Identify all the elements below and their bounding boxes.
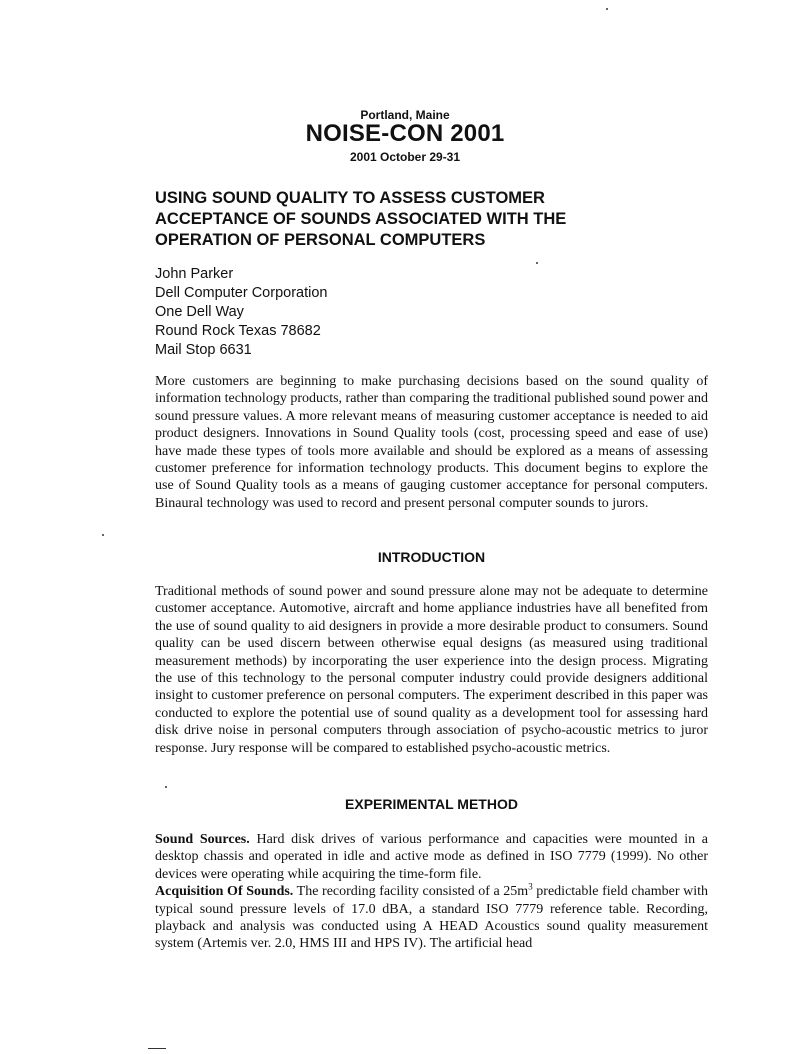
experimental-method-heading: EXPERIMENTAL METHOD [345, 796, 518, 812]
scan-speck [165, 786, 167, 788]
scan-speck [606, 8, 608, 10]
abstract-paragraph: More customers are beginning to make purchasing decisions based on the sound quality of information technology products, rather than comparing the traditional published sound power and sound pressure values. A more relevant means of measuring customer acceptance is needed to aid product designers. Innovations in Sound Quality tools (cost, processing speed and ease of use) have made these types of tools more available and should be explored as a means of assessing customer preference for information technology products. This document begins to explore the use of Sound Quality tools as a means of gauging customer acceptance for personal computers. Binaural technology was used to record and present personal computer sounds to jurors. [155, 374, 708, 511]
scan-speck [102, 534, 104, 536]
conference-name: NOISE-CON 2001 [305, 120, 505, 147]
scan-speck [536, 262, 538, 264]
author-affiliation: Dell Computer Corporation [155, 285, 328, 301]
acquisition-text: The recording facility consisted of a 25m [296, 884, 529, 900]
introduction-heading: INTRODUCTION [377, 549, 486, 565]
superscript-3: 3 [528, 881, 533, 892]
author-mail-stop: Mail Stop 6631 [155, 342, 252, 358]
title-line: USING SOUND QUALITY TO ASSESS CUSTOMER [155, 189, 545, 207]
sound-sources-text: Hard disk drives of various performance and capacities were mounted in a desktop chassis and operated in idle and active mode as defined in ISO 7779 (1999). No other devices were operating while acquiring the time-form file. [155, 832, 709, 882]
title-line: OPERATION OF PERSONAL COMPUTERS [155, 231, 486, 249]
introduction-paragraph: Traditional methods of sound power and sound pressure alone may not be adequate to determine customer acceptance. Automotive, aircraft and home appliance industries have all benefited from the use of sound quality to aid designers in provide a more desirable product to consumers. Sound quality can be used discern between otherwise equal designs (as measured using traditional measurement methods) by incorporating the user experience into the design process. Migrating the use of this technology to the personal computer industry could provide designers additional insight to customer preference on personal computers. The experiment described in this paper was conducted to explore the potential use of sound quality as a development tool for assessing hard disk drive noise in personal computers through association of psycho-acoustic metrics to juror response. Jury response will be compared to established psycho-acoustic metrics. [155, 584, 708, 756]
title-line: ACCEPTANCE OF SOUNDS ASSOCIATED WITH THE [155, 210, 567, 228]
conference-location: Portland, Maine [360, 108, 450, 122]
acquisition-lead: Acquisition Of Sounds. [155, 884, 294, 900]
author-address-line: One Dell Way [155, 304, 244, 320]
sound-sources-lead: Sound Sources. [155, 832, 250, 847]
scan-mark [148, 1048, 166, 1049]
conference-dates: 2001 October 29-31 [349, 150, 461, 164]
paper-title [155, 188, 675, 251]
author-block [155, 265, 327, 360]
author-address-line: Round Rock Texas 78682 [155, 323, 321, 339]
experimental-method-paragraph [155, 831, 708, 953]
acquisition-text-continued: predictable field chamber with typical sound pressure levels of 17.0 dBA, a standard ISO 7779 reference table. Recording, playback and analysis was conducted using A HEAD Acoustics sound quality measurement system (Artemis ver. 2.0, HMS III and HPS IV). The artificial head [155, 884, 709, 952]
author-name: John Parker [155, 266, 234, 282]
